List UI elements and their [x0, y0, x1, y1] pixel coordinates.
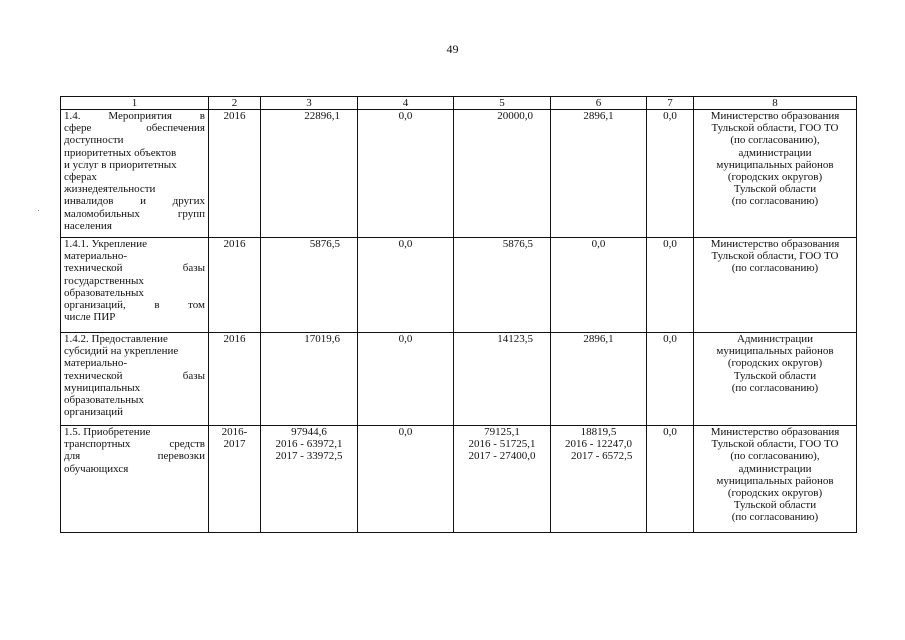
activity-name-line: 1.5. Приобретение — [64, 426, 151, 438]
responsible-line: (по согласованию) — [731, 195, 819, 208]
responsible-line: (по согласованию) — [731, 511, 819, 524]
other-value: 0,0 — [663, 110, 677, 122]
responsible-line: Министерство образования — [710, 426, 840, 438]
activity-name-line: приоритетных объектов — [64, 146, 177, 159]
responsible-line: администрации — [738, 146, 812, 159]
year-cell — [209, 426, 261, 533]
activity-name-line: технической базы — [64, 262, 205, 275]
local-value: 18819,5 — [580, 426, 617, 438]
responsible-line: муниципальных районов — [716, 158, 834, 171]
column-header: 2 — [209, 97, 261, 110]
regional-cell — [454, 238, 551, 333]
responsible-cell — [694, 333, 857, 426]
total-value: 97944,6 — [291, 426, 327, 438]
responsible-line: (по согласованию), — [730, 450, 820, 463]
column-header: 6 — [551, 97, 647, 110]
scan-speck — [38, 210, 39, 211]
federal-value: 0,0 — [398, 333, 413, 345]
year-cell — [209, 333, 261, 426]
responsible-line: муниципальных районов — [716, 474, 834, 487]
table-row — [61, 426, 857, 533]
year-value: 2016 — [223, 333, 246, 345]
activity-name-cell — [61, 110, 209, 238]
regional-cell — [454, 333, 551, 426]
other-value: 0,0 — [663, 238, 677, 250]
activity-name-line: субсидий на укрепление — [64, 345, 179, 358]
responsible-line: (по согласованию) — [731, 381, 819, 394]
local-value: 2016 - 12247,0 — [565, 438, 632, 451]
responsible-line: (городских округов) — [727, 357, 823, 370]
activity-name-line: 1.4.1. Укрепление — [64, 238, 147, 250]
table-row — [61, 110, 857, 238]
responsible-line: Тульской области, ГОО ТО — [711, 250, 839, 263]
column-header: 8 — [694, 97, 857, 110]
table-row — [61, 333, 857, 426]
activity-name-cell — [61, 426, 209, 533]
other-cell — [647, 110, 694, 238]
responsible-line: Тульской области — [733, 183, 817, 196]
other-value: 0,0 — [663, 426, 677, 438]
total-value: 2016 - 63972,1 — [275, 438, 343, 451]
regional-cell — [454, 426, 551, 533]
responsible-line: (городских округов) — [727, 171, 823, 184]
total-cell — [261, 110, 358, 238]
regional-value: 5876,5 — [502, 238, 533, 250]
year-cell — [209, 110, 261, 238]
local-value: 2017 - 6572,5 — [571, 450, 633, 463]
local-cell — [551, 238, 647, 333]
activity-name-line: образовательных — [64, 394, 144, 407]
activity-name-line: организаций — [64, 406, 124, 419]
local-value: 0,0 — [591, 238, 606, 250]
federal-cell — [358, 333, 454, 426]
regional-value: 79125,1 — [484, 426, 520, 438]
other-cell — [647, 426, 694, 533]
year-value: 2016 — [223, 238, 246, 250]
local-cell — [551, 426, 647, 533]
federal-cell — [358, 110, 454, 238]
responsible-line: муниципальных районов — [716, 345, 834, 358]
table-row — [61, 238, 857, 333]
activity-name-line: маломобильных групп — [64, 207, 205, 220]
column-header: 7 — [647, 97, 694, 110]
year-value: 2016- — [221, 426, 248, 438]
regional-value: 2016 - 51725,1 — [468, 438, 536, 451]
activity-name-line: организаций, в том — [64, 299, 205, 312]
total-value: 2017 - 33972,5 — [275, 450, 343, 463]
activity-name-line: населения — [64, 219, 112, 232]
federal-value: 0,0 — [398, 110, 413, 122]
activity-name-line: транспортных средств — [64, 438, 205, 451]
responsible-line: Администрации — [736, 333, 814, 345]
total-value: 5876,5 — [309, 238, 340, 250]
federal-value: 0,0 — [398, 238, 413, 250]
local-cell — [551, 333, 647, 426]
activity-name-line: инвалидов и других — [64, 195, 205, 208]
responsible-cell — [694, 110, 857, 238]
federal-value: 0,0 — [398, 426, 413, 438]
responsible-line: Тульской области, ГОО ТО — [711, 122, 839, 135]
responsible-line: Министерство образования — [710, 238, 840, 250]
responsible-cell — [694, 238, 857, 333]
activity-name-line: государственных — [64, 274, 144, 287]
total-cell — [261, 426, 358, 533]
activity-name-cell — [61, 333, 209, 426]
activity-name-line: доступности — [64, 134, 124, 147]
activity-name-cell — [61, 238, 209, 333]
regional-value: 20000,0 — [497, 110, 533, 122]
total-value: 17019,6 — [304, 333, 340, 345]
column-header: 5 — [454, 97, 551, 110]
activity-name-line: материально- — [64, 250, 128, 263]
year-value: 2017 — [223, 438, 246, 451]
activity-name-line: муниципальных — [64, 381, 141, 394]
column-header: 1 — [61, 97, 209, 110]
year-cell — [209, 238, 261, 333]
responsible-line: Тульской области — [733, 369, 817, 382]
responsible-line: (по согласованию) — [731, 262, 819, 275]
other-cell — [647, 333, 694, 426]
page-number: 49 — [446, 42, 459, 56]
total-value: 22896,1 — [304, 110, 340, 122]
activity-name-line: для перевозки — [64, 450, 205, 463]
federal-cell — [358, 238, 454, 333]
responsible-line: Министерство образования — [710, 110, 840, 122]
column-header: 3 — [261, 97, 358, 110]
local-value: 2896,1 — [583, 333, 614, 345]
activity-name-line: сфере обеспечения — [64, 122, 205, 135]
other-value: 0,0 — [663, 333, 677, 345]
activity-name-line: образовательных — [64, 286, 144, 299]
column-header: 4 — [358, 97, 454, 110]
activity-name-line: числе ПИР — [64, 311, 116, 324]
activity-name-line: и услуг в приоритетных — [64, 158, 177, 171]
total-cell — [261, 238, 358, 333]
activity-name-line: 1.4.2. Предоставление — [64, 333, 168, 345]
regional-value: 2017 - 27400,0 — [468, 450, 536, 463]
total-cell — [261, 333, 358, 426]
activity-name-line: технической базы — [64, 369, 205, 382]
activity-name-line: жизнедеятельности — [64, 183, 156, 196]
activity-name-line: сферах — [64, 171, 97, 184]
regional-value: 14123,5 — [497, 333, 533, 345]
year-value: 2016 — [223, 110, 246, 122]
responsible-line: (городских округов) — [727, 487, 823, 500]
activity-name-line: материально- — [64, 357, 128, 370]
responsible-line: Тульской области, ГОО ТО — [711, 438, 839, 451]
local-value: 2896,1 — [583, 110, 614, 122]
responsible-line: Тульской области — [733, 499, 817, 512]
budget-table — [60, 96, 857, 533]
regional-cell — [454, 110, 551, 238]
other-cell — [647, 238, 694, 333]
responsible-cell — [694, 426, 857, 533]
local-cell — [551, 110, 647, 238]
activity-name-line: обучающихся — [64, 462, 129, 475]
header-row — [61, 97, 857, 110]
federal-cell — [358, 426, 454, 533]
activity-name-line: 1.4. Мероприятия в — [64, 110, 205, 122]
responsible-line: администрации — [738, 462, 812, 475]
responsible-line: (по согласованию), — [730, 134, 820, 147]
